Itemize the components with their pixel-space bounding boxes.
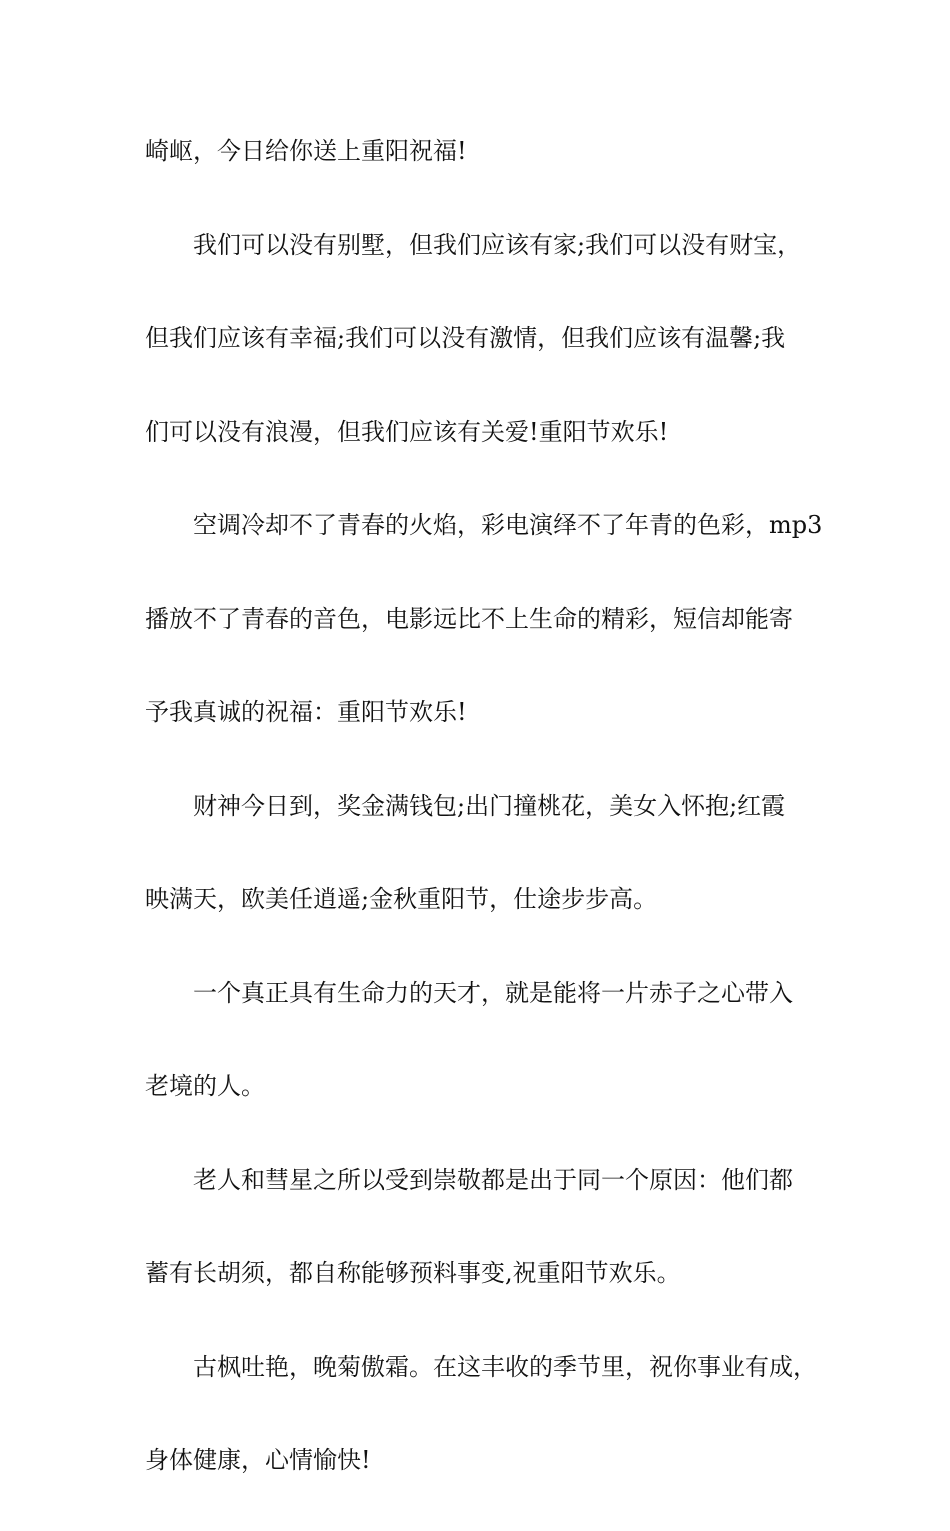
text-line: 映满天，欧美任逍遥;金秋重阳节，仕途步步高。 [145,885,658,913]
text-line: 蓄有长胡须，都自称能够预料事变,祝重阳节欢乐。 [145,1259,681,1287]
text-line: 崎岖，今日给你送上重阳祝福! [145,137,467,165]
text-line: 一个真正具有生命力的天才，就是能将一片赤子之心带入 [193,978,793,1007]
text-line: 们可以没有浪漫，但我们应该有关爱!重阳节欢乐! [145,417,669,446]
text-line: 老人和彗星之所以受到崇敬都是出于同一个原因：他们都 [193,1165,793,1194]
text-line: 身体健康，心情愉快! [145,1446,371,1474]
text-line: 空调冷却不了青春的火焰，彩电演绎不了年青的色彩，mp3 [193,511,823,539]
document-body [145,128,825,1531]
text-line: 予我真诚的祝福：重阳节欢乐! [145,698,467,726]
text-line: 古枫吐艳，晚菊傲霜。在这丰收的季节里，祝你事业有成， [193,1352,817,1381]
text-line: 老境的人。 [145,1072,265,1100]
text-line: 我们可以没有别墅，但我们应该有家;我们可以没有财宝， [193,230,802,259]
text-line: 但我们应该有幸福;我们可以没有激情，但我们应该有温馨;我 [145,324,786,352]
text-line: 财神今日到，奖金满钱包;出门撞桃花，美女入怀抱;红霞 [193,791,786,820]
text-line: 播放不了青春的音色，电影远比不上生命的精彩，短信却能寄 [145,604,793,633]
